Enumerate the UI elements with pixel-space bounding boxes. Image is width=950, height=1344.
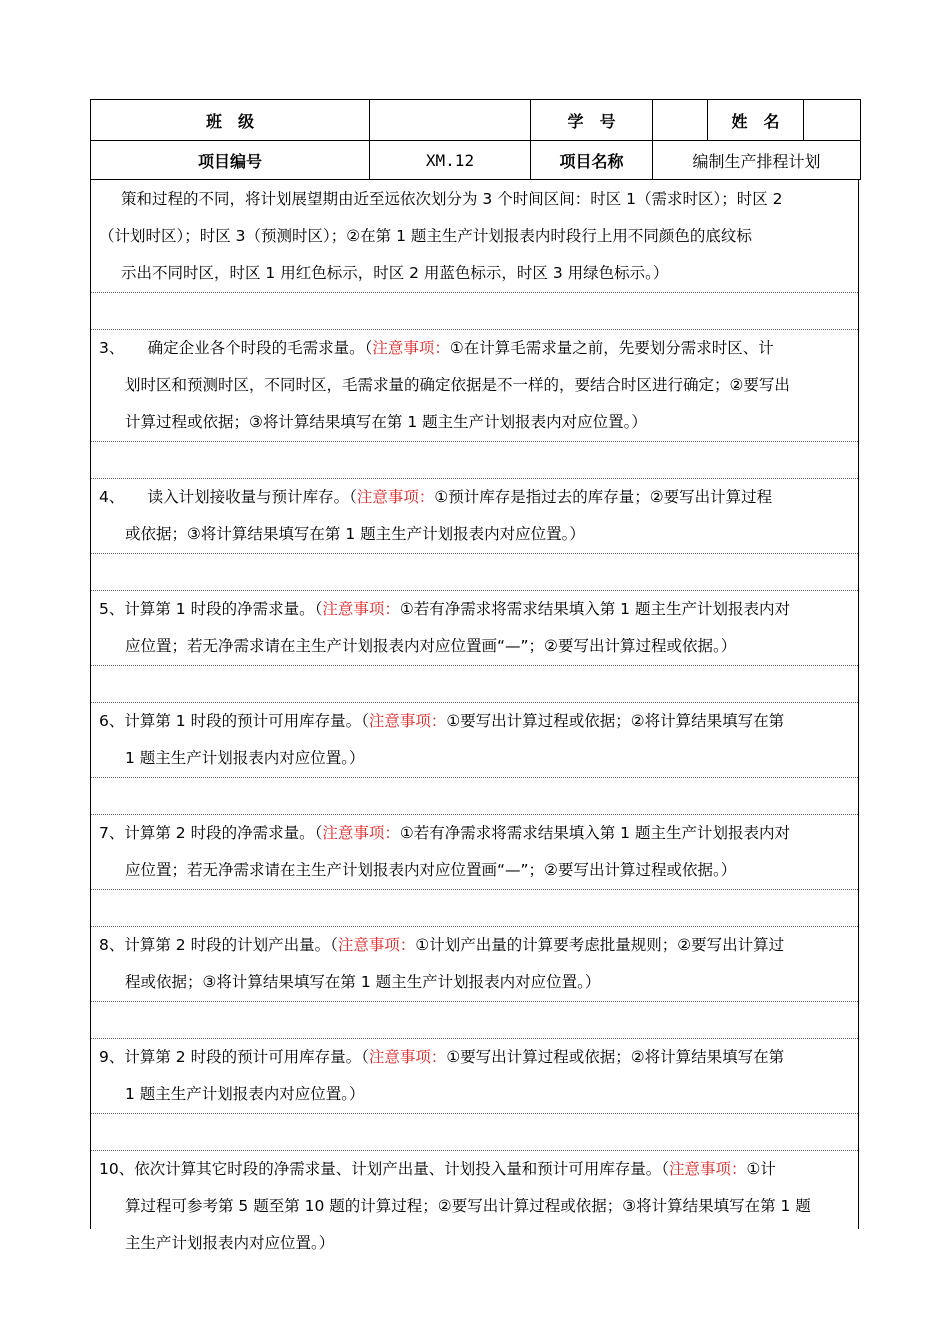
question-text: 5、计算第 1 时段的净需求量。（ xyxy=(99,600,323,618)
question-note-text: ①要写出计算过程或依据；②将计算结果填写在第 xyxy=(446,1048,785,1066)
class-label: 班 级 xyxy=(91,100,370,141)
name-field[interactable] xyxy=(804,100,861,141)
question-continuation: 应位置；若无净需求请在主生产计划报表内对应位置画“—”；②要写出计算过程或依据。） xyxy=(125,861,737,879)
question-first-line xyxy=(99,703,850,740)
question-text: 4、 读入计划接收量与预计库存。（ xyxy=(99,488,357,506)
student-no-field[interactable] xyxy=(653,100,708,141)
project-name-label: 项目名称 xyxy=(531,141,653,180)
question-text: 6、计算第 1 时段的预计可用库存量。（ xyxy=(99,712,369,730)
answer-space[interactable] xyxy=(91,292,858,329)
notice-label: 注意事项： xyxy=(368,1048,447,1066)
question-item xyxy=(91,702,858,777)
question-item xyxy=(91,478,858,553)
project-no-value: XM.12 xyxy=(370,141,531,180)
notice-label: 注意事项： xyxy=(368,712,447,730)
task-body xyxy=(90,179,859,1252)
question-text: 7、计算第 2 时段的净需求量。（ xyxy=(99,824,323,842)
question-continuation: 主生产计划报表内对应位置。） xyxy=(125,1234,335,1252)
question-continuation: 程或依据；③将计算结果填写在第 1 题主生产计划报表内对应位置。） xyxy=(125,973,601,991)
header-table xyxy=(90,99,861,180)
question-continuation: 或依据；③将计算结果填写在第 1 题主生产计划报表内对应位置。） xyxy=(125,525,585,543)
worksheet xyxy=(90,99,860,1252)
question-continuation: 1 题主生产计划报表内对应位置。） xyxy=(125,749,365,767)
answer-space[interactable] xyxy=(91,1001,858,1038)
question-continuation: 划时区和预测时区，不同时区，毛需求量的确定依据是不一样的，要结合时区进行确定；②要写出 xyxy=(125,376,790,394)
question-note-text: ①预计库存是指过去的库存量；②要写出计算过程 xyxy=(434,488,773,506)
question-first-line xyxy=(99,591,850,628)
notice-label: 注意事项： xyxy=(337,936,416,954)
notice-label: 注意事项： xyxy=(322,824,400,842)
intro-line: 示出不同时区，时区 1 用红色标示，时区 2 用蓝色标示，时区 3 用绿色标示。） xyxy=(121,264,669,282)
project-no-label: 项目编号 xyxy=(91,141,370,180)
intro-line: （计划时区）；时区 3（预测时区）；②在第 1 题主生产计划报表内时段行上用不同颜色的底纹标 xyxy=(99,227,752,245)
question-note-text: ①计划产出量的计算要考虑批量规则；②要写出计算过 xyxy=(415,936,785,954)
question-first-line xyxy=(99,927,850,964)
question-first-line xyxy=(99,1151,850,1188)
answer-space[interactable] xyxy=(91,665,858,702)
question-continuation: 计算过程或依据；③将计算结果填写在第 1 题主生产计划报表内对应位置。） xyxy=(125,413,647,431)
question-text: 10、依次计算其它时段的净需求量、计划产出量、计划投入量和预计可用库存量。（ xyxy=(99,1160,669,1178)
question-first-line xyxy=(99,479,850,516)
question-continuation: 算过程可参考第 5 题至第 10 题的计算过程；②要写出计算过程或依据；③将计算结果填写在第 1 题 xyxy=(125,1197,811,1215)
question-item xyxy=(91,590,858,665)
question-item xyxy=(91,1038,858,1113)
question-first-line xyxy=(99,330,850,367)
question-list xyxy=(91,329,858,1262)
student-no-label: 学 号 xyxy=(531,100,653,141)
name-label: 姓 名 xyxy=(708,100,804,141)
question-continuation: 应位置；若无净需求请在主生产计划报表内对应位置画“—”；②要写出计算过程或依据。） xyxy=(125,637,737,655)
answer-space[interactable] xyxy=(91,441,858,478)
class-field[interactable] xyxy=(370,100,531,141)
question-note-text: ①若有净需求将需求结果填入第 1 题主生产计划报表内对 xyxy=(399,824,790,842)
question-note-text: ①计 xyxy=(746,1160,776,1178)
question-continuation: 1 题主生产计划报表内对应位置。） xyxy=(125,1085,365,1103)
answer-space[interactable] xyxy=(91,777,858,814)
question-note-text: ①要写出计算过程或依据；②将计算结果填写在第 xyxy=(446,712,785,730)
question-note-text: ①若有净需求将需求结果填入第 1 题主生产计划报表内对 xyxy=(399,600,790,618)
answer-space[interactable] xyxy=(91,1113,858,1150)
project-name-value: 编制生产排程计划 xyxy=(653,141,861,180)
question-text: 8、计算第 2 时段的计划产出量。（ xyxy=(99,936,338,954)
notice-label: 注意事项： xyxy=(356,488,435,506)
answer-space[interactable] xyxy=(91,889,858,926)
question-text: 3、 确定企业各个时段的毛需求量。（ xyxy=(99,339,373,357)
notice-label: 注意事项： xyxy=(322,600,400,618)
question-first-line xyxy=(99,815,850,852)
intro-text xyxy=(91,179,858,292)
intro-line: 策和过程的不同，将计划展望期由近至远依次划分为 3 个时间区间：时区 1（需求时区）；时区 2 xyxy=(121,190,783,208)
question-first-line xyxy=(99,1039,850,1076)
notice-label: 注意事项： xyxy=(372,339,450,357)
question-item xyxy=(91,329,858,441)
notice-label: 注意事项： xyxy=(668,1160,747,1178)
question-text: 9、计算第 2 时段的预计可用库存量。（ xyxy=(99,1048,369,1066)
question-item xyxy=(91,814,858,889)
question-item xyxy=(91,1150,858,1262)
question-note-text: ①在计算毛需求量之前，先要划分需求时区、计 xyxy=(449,339,774,357)
question-item xyxy=(91,926,858,1001)
answer-space[interactable] xyxy=(91,553,858,590)
